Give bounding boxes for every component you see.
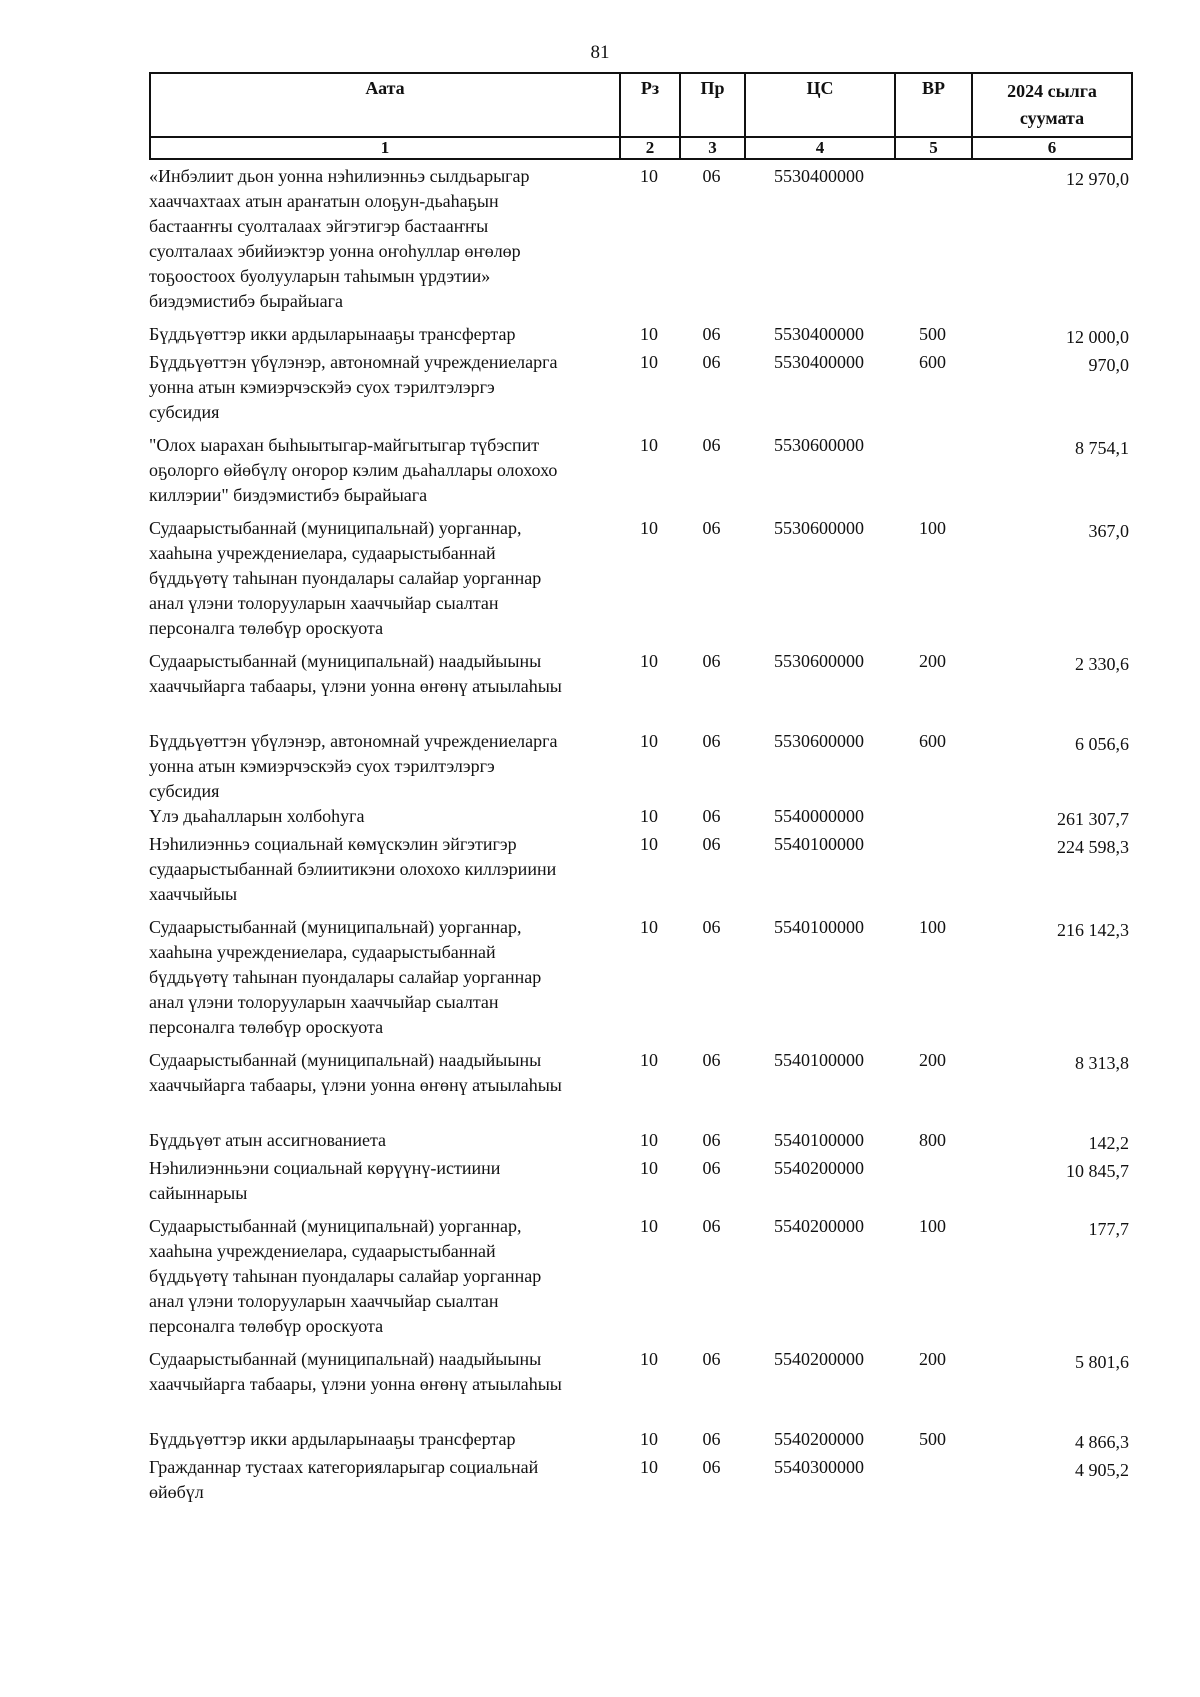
row-name-line: бүддьүөтү таһынан пуондалары салайар уорганнар (149, 568, 542, 588)
row-name-line: субсидия (149, 402, 220, 422)
row-cs: 5530400000 (774, 166, 864, 186)
row-name (149, 729, 619, 804)
row-name (149, 1347, 619, 1397)
row-rz: 10 (640, 518, 658, 538)
row-vr: 500 (919, 324, 946, 344)
row-name (149, 516, 619, 641)
row-cs: 5540200000 (774, 1429, 864, 1449)
row-pr: 06 (702, 352, 721, 372)
row-cs: 5530400000 (774, 352, 864, 372)
row-name-line: оҕолорго өйөбүлү оҥорор кэлим дьаһаллары олохохо (149, 460, 558, 480)
row-amount: 4 866,3 (1075, 1432, 1129, 1452)
table-body (149, 164, 1131, 1505)
row-name-line: Нэһилиэнньэ социальнай көмүскэлин эйгэтигэр (149, 834, 517, 854)
row-rz: 10 (640, 1158, 658, 1178)
row-name-line: Судаарыстыбаннай (муниципальнай) наадыйыыны (149, 1349, 542, 1369)
table-row (149, 832, 1131, 907)
row-name-line: хааччыйарга табаары, үлэни уонна өҥөнү атыылаһыы (149, 1374, 562, 1394)
row-name-line: Бүддьүөттэн үбүлэнэр, автономнай учреждениеларга (149, 731, 558, 751)
row-vr: 200 (919, 651, 946, 671)
row-name-line: Бүддьүөттэр икки ардыларынааҕы трансфертар (149, 1429, 516, 1449)
row-pr: 06 (702, 435, 721, 455)
row-vr (894, 1156, 971, 1206)
row-vr (894, 164, 971, 314)
row-pr: 06 (702, 518, 721, 538)
row-name-line: персоналга төлөбүр ороскуота (149, 1017, 384, 1037)
row-name (149, 1427, 619, 1455)
row-pr: 06 (702, 731, 721, 751)
row-name-line: «Инбэлиит дьон уонна нэһилиэнньэ сылдьарыгар (149, 166, 530, 186)
row-name-line: биэдэмистибэ бырайыага (149, 291, 343, 311)
page-number: 81 (590, 42, 610, 63)
row-rz: 10 (640, 1130, 658, 1150)
row-rz: 10 (640, 1429, 658, 1449)
row-amount: 8 754,1 (1075, 438, 1129, 458)
row-cs: 5540200000 (774, 1349, 864, 1369)
column-number-5: 5 (895, 137, 972, 159)
row-name-line: Судаарыстыбаннай (муниципальнай) уорганнар, (149, 518, 522, 538)
row-vr: 200 (919, 1349, 946, 1369)
row-rz: 10 (640, 435, 658, 455)
row-amount: 367,0 (1088, 521, 1129, 541)
row-rz: 10 (640, 324, 658, 344)
row-name-line: хааһына учреждениелара, судаарыстыбаннай (149, 1241, 496, 1261)
row-name-line: персоналга төлөбүр ороскуота (149, 618, 384, 638)
row-cs: 5540300000 (774, 1457, 864, 1477)
row-name-line: Судаарыстыбаннай (муниципальнай) уорганнар, (149, 917, 522, 937)
row-vr (894, 832, 971, 907)
row-rz: 10 (640, 166, 658, 186)
row-amount: 177,7 (1088, 1219, 1129, 1239)
table-row (149, 915, 1131, 1040)
row-vr: 600 (919, 352, 946, 372)
table-row (149, 1214, 1131, 1339)
row-vr (894, 433, 971, 508)
row-name-line: Үлэ дьаһалларын холбоһуга (149, 806, 365, 826)
table-row (149, 1455, 1131, 1505)
row-name (149, 1048, 619, 1098)
row-amount: 261 307,7 (1057, 809, 1129, 829)
row-rz: 10 (640, 731, 658, 751)
row-name (149, 915, 619, 1040)
row-name-line: Судаарыстыбаннай (муниципальнай) уорганнар, (149, 1216, 522, 1236)
row-vr: 100 (919, 1216, 946, 1236)
table-row (149, 164, 1131, 314)
row-vr (894, 804, 971, 832)
row-cs: 5540100000 (774, 1130, 864, 1150)
row-name-line: субсидия (149, 781, 220, 801)
row-name-line: бүддьүөтү таһынан пуондалары салайар уорганнар (149, 1266, 542, 1286)
row-pr: 06 (702, 917, 721, 937)
table-header (149, 72, 1133, 160)
row-amount: 5 801,6 (1075, 1352, 1129, 1372)
row-name-line: хааччыйыы (149, 884, 238, 904)
row-name-line: уонна атын кэмиэрчэскэйэ суох тэрилтэлэргэ (149, 756, 495, 776)
row-vr: 800 (919, 1130, 946, 1150)
row-name (149, 1156, 619, 1206)
row-name-line: бүддьүөтү таһынан пуондалары салайар уорганнар (149, 967, 542, 987)
column-header-name: Аата (150, 73, 620, 137)
row-name-line: суолталаах эбийиэктэр уонна оҥоһуллар өҥөлөр (149, 241, 521, 261)
row-vr: 200 (919, 1050, 946, 1070)
row-name (149, 1214, 619, 1339)
row-pr: 06 (702, 1130, 721, 1150)
row-pr: 06 (702, 806, 721, 826)
column-header-amount-line1: 2024 сылга (1007, 81, 1097, 101)
table-row (149, 729, 1131, 804)
column-header-vr: ВР (895, 73, 972, 137)
row-cs: 5540200000 (774, 1158, 864, 1178)
row-name-line: өйөбүл (149, 1482, 204, 1502)
row-cs: 5540000000 (774, 806, 864, 826)
row-pr: 06 (702, 651, 721, 671)
column-number-3: 3 (680, 137, 745, 159)
table-row (149, 322, 1131, 350)
row-rz: 10 (640, 1050, 658, 1070)
table-row (149, 1128, 1131, 1156)
row-name-line: Гражданнар тустаах категорияларыгар социальнай (149, 1457, 539, 1477)
column-header-rz: Рз (620, 73, 680, 137)
row-pr: 06 (702, 1158, 721, 1178)
row-amount: 4 905,2 (1075, 1460, 1129, 1480)
table-row (149, 1427, 1131, 1455)
row-name-line: хааһына учреждениелара, судаарыстыбаннай (149, 543, 496, 563)
column-number-6: 6 (972, 137, 1132, 159)
row-name-line: Бүддьүөт атын ассигнованиета (149, 1130, 387, 1150)
table-row (149, 1347, 1131, 1397)
row-rz: 10 (640, 1216, 658, 1236)
row-cs: 5530600000 (774, 518, 864, 538)
row-vr: 100 (919, 518, 946, 538)
row-vr: 600 (919, 731, 946, 751)
row-pr: 06 (702, 834, 721, 854)
row-amount: 6 056,6 (1075, 734, 1129, 754)
row-cs: 5530400000 (774, 324, 864, 344)
row-amount: 12 000,0 (1066, 327, 1129, 347)
row-rz: 10 (640, 834, 658, 854)
table-row (149, 350, 1131, 425)
row-name-line: хааһына учреждениелара, судаарыстыбаннай (149, 942, 496, 962)
row-pr: 06 (702, 166, 721, 186)
row-rz: 10 (640, 352, 658, 372)
row-name-line: анал үлэни толорууларын хааччыйар сыалтан (149, 593, 499, 613)
row-name-line: хааччахтаах атын араҥатын олоҕун-дьаһаҕын (149, 191, 499, 211)
column-number-1: 1 (150, 137, 620, 159)
row-name-line: Судаарыстыбаннай (муниципальнай) наадыйыыны (149, 651, 542, 671)
row-vr: 500 (919, 1429, 946, 1449)
row-name-line: Бүддьүөттэр икки ардыларынааҕы трансфертар (149, 324, 516, 344)
row-amount: 224 598,3 (1057, 837, 1129, 857)
row-pr: 06 (702, 324, 721, 344)
row-amount: 970,0 (1088, 355, 1129, 375)
row-name (149, 1455, 619, 1505)
row-name-line: Бүддьүөттэн үбүлэнэр, автономнай учреждениеларга (149, 352, 558, 372)
row-name-line: сайыннарыы (149, 1183, 248, 1203)
row-amount: 12 970,0 (1066, 169, 1129, 189)
row-name-line: судаарыстыбаннай бэлиитикэни олохохо киллэриини (149, 859, 557, 879)
row-name-line: киллэрии" биэдэмистибэ бырайыага (149, 485, 428, 505)
row-pr: 06 (702, 1349, 721, 1369)
table-row (149, 1048, 1131, 1098)
row-name-line: бастааҥҥы суолталаах эйгэтигэр бастааҥҥы (149, 216, 489, 236)
row-name (149, 649, 619, 699)
row-rz: 10 (640, 917, 658, 937)
row-cs: 5540100000 (774, 834, 864, 854)
column-header-pr: Пр (680, 73, 745, 137)
row-name-line: анал үлэни толорууларын хааччыйар сыалтан (149, 1291, 499, 1311)
row-rz: 10 (640, 1349, 658, 1369)
row-name (149, 322, 619, 350)
row-name-line: персоналга төлөбүр ороскуота (149, 1316, 384, 1336)
row-vr (894, 1455, 971, 1505)
row-amount: 10 845,7 (1066, 1161, 1129, 1181)
column-number-2: 2 (620, 137, 680, 159)
row-name-line: хааччыйарга табаары, үлэни уонна өҥөнү атыылаһыы (149, 676, 562, 696)
row-name-line: Нэһилиэнньэни социальнай көрүүнү-истиини (149, 1158, 501, 1178)
row-name (149, 350, 619, 425)
row-amount: 8 313,8 (1075, 1053, 1129, 1073)
row-cs: 5530600000 (774, 731, 864, 751)
row-amount: 2 330,6 (1075, 654, 1129, 674)
row-name (149, 433, 619, 508)
table-row (149, 649, 1131, 699)
row-amount: 216 142,3 (1057, 920, 1129, 940)
row-cs: 5530600000 (774, 651, 864, 671)
row-rz: 10 (640, 651, 658, 671)
column-header-cs: ЦС (745, 73, 895, 137)
row-cs: 5540100000 (774, 917, 864, 937)
row-name-line: тоҕоостоох буолууларын таһымын үрдэтии» (149, 266, 491, 286)
row-name-line: анал үлэни толорууларын хааччыйар сыалтан (149, 992, 499, 1012)
table-row (149, 804, 1131, 832)
row-pr: 06 (702, 1216, 721, 1236)
row-amount: 142,2 (1088, 1133, 1129, 1153)
column-number-4: 4 (745, 137, 895, 159)
row-cs: 5540200000 (774, 1216, 864, 1236)
row-pr: 06 (702, 1457, 721, 1477)
row-name-line: Судаарыстыбаннай (муниципальнай) наадыйыыны (149, 1050, 542, 1070)
row-rz: 10 (640, 1457, 658, 1477)
row-name (149, 1128, 619, 1156)
row-name-line: хааччыйарга табаары, үлэни уонна өҥөнү атыылаһыы (149, 1075, 562, 1095)
row-name-line: "Олох ыарахан быһыытыгар-майгытыгар түбэспит (149, 435, 540, 455)
row-name (149, 832, 619, 907)
column-header-amount (972, 73, 1132, 137)
column-header-amount-line2: суумата (1019, 108, 1085, 128)
row-vr: 100 (919, 917, 946, 937)
row-pr: 06 (702, 1429, 721, 1449)
row-pr: 06 (702, 1050, 721, 1070)
row-cs: 5530600000 (774, 435, 864, 455)
row-name-line: уонна атын кэмиэрчэскэйэ суох тэрилтэлэргэ (149, 377, 495, 397)
row-cs: 5540100000 (774, 1050, 864, 1070)
row-rz: 10 (640, 806, 658, 826)
row-name (149, 804, 619, 832)
table-row (149, 516, 1131, 641)
table-row (149, 1156, 1131, 1206)
table-row (149, 433, 1131, 508)
row-name (149, 164, 619, 314)
